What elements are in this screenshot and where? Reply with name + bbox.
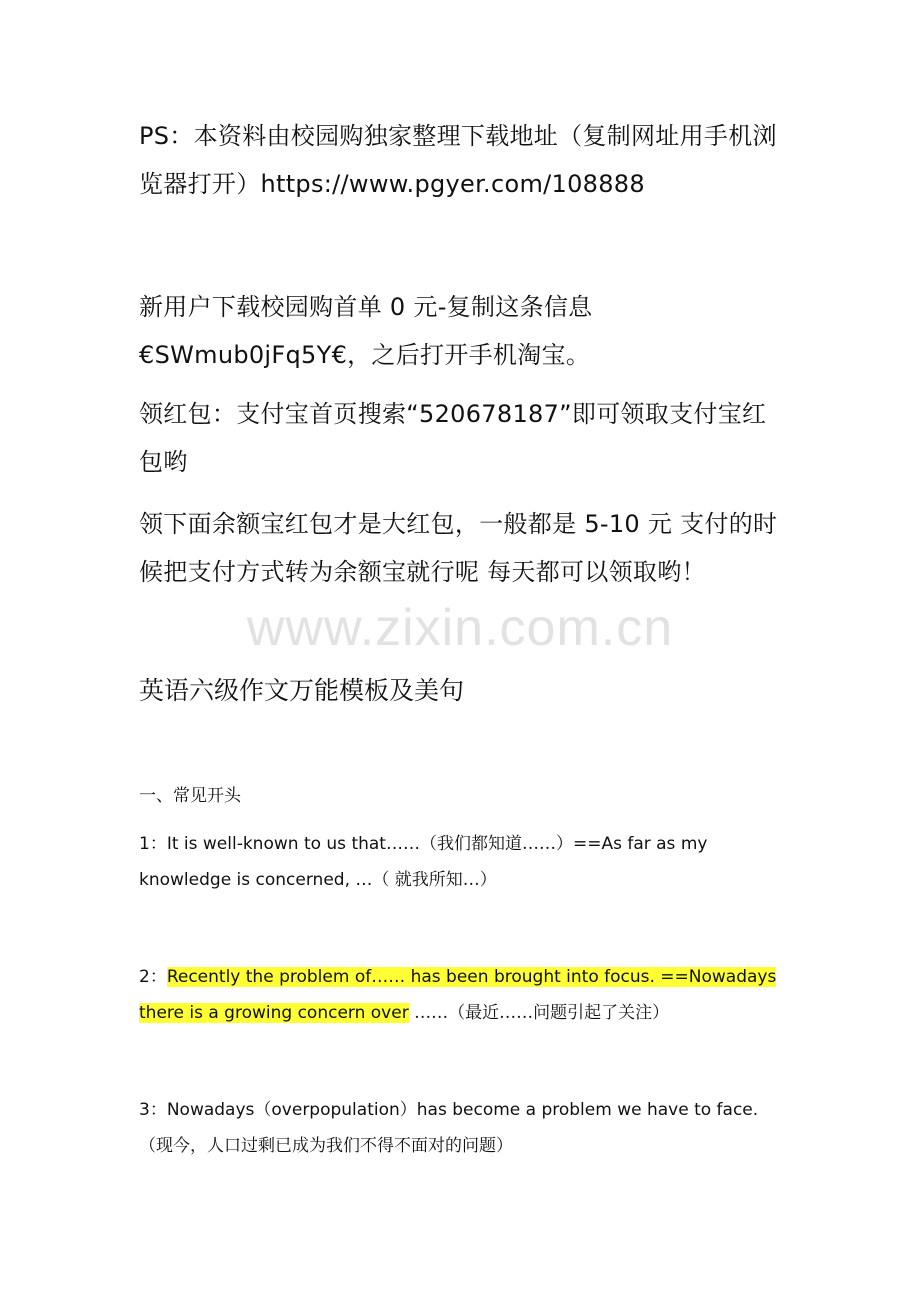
site-watermark: www.zixin.com.cn bbox=[246, 599, 674, 657]
item-number: 2： bbox=[139, 967, 167, 987]
alipay-red-packet-note: 领红包：支付宝首页搜索“520678187”即可领取支付宝红包哟 bbox=[139, 400, 767, 476]
template-item-3 bbox=[139, 1092, 789, 1164]
item-number: 3： bbox=[139, 1100, 167, 1120]
item-chinese: ……（最近……问题引起了关注） bbox=[408, 1003, 670, 1023]
item-number: 1： bbox=[139, 834, 167, 854]
template-item-1 bbox=[139, 826, 789, 898]
item-chinese-alt: （ 就我所知…） bbox=[372, 870, 497, 890]
ps-download-note: PS：本资料由校园购独家整理下载地址（复制网址用手机浏览器打开）https://www.pgyer.com/108888 bbox=[139, 122, 777, 198]
item-english: It is well-known to us that…… bbox=[166, 834, 420, 854]
item-english: Nowadays（overpopulation）has become a problem we have to face. bbox=[166, 1100, 759, 1120]
item-chinese: （现今，人口过剩已成为我们不得不面对的问题） bbox=[139, 1136, 513, 1156]
document-title: 英语六级作文万能模板及美句 bbox=[139, 676, 465, 705]
new-user-promo: 新用户下载校园购首单 0 元-复制这条信息€SWmub0jFq5Y€，之后打开手机淘宝。 bbox=[139, 293, 593, 369]
item-chinese: （我们都知道……） bbox=[419, 834, 573, 854]
item-english-alt: ==As far as my knowledge is concerned, … bbox=[139, 834, 708, 890]
yuebao-red-packet-note: 领下面余额宝红包才是大红包，一般都是 5-10 元 支付的时候把支付方式转为余额宝就行呢 每天都可以领取哟！ bbox=[139, 510, 778, 586]
section-heading: 一、常见开头 bbox=[139, 786, 241, 806]
template-item-2 bbox=[139, 959, 789, 1031]
highlighted-phrase: Recently the problem of…… has been brought into focus. ==Nowadays there is a growing concern over bbox=[139, 967, 777, 1023]
